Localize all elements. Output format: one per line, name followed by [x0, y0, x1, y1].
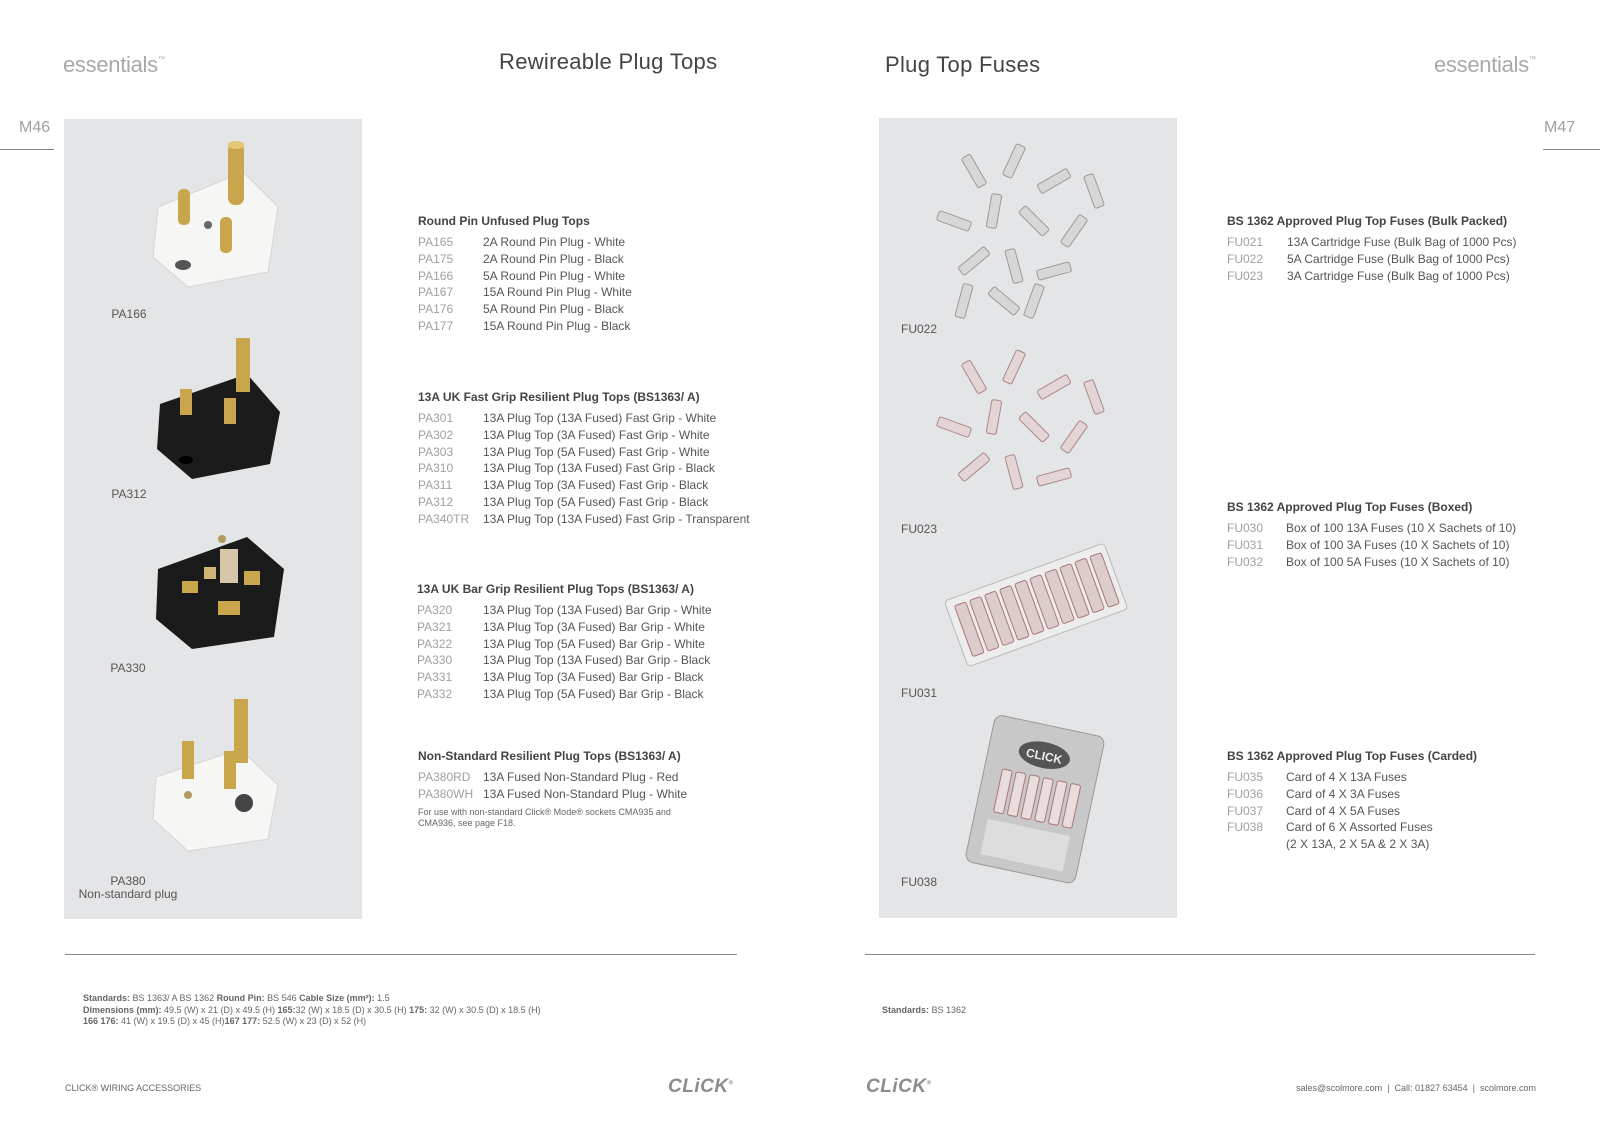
- std-value: 32 (W) x 30.5 (D) x 18.5 (H): [427, 1004, 541, 1015]
- product-row: [1227, 251, 1516, 268]
- section-title: 13A UK Bar Grip Resilient Plug Tops (BS1363/ A): [417, 582, 694, 596]
- std-label: 165:: [277, 1004, 296, 1015]
- product-row: [418, 444, 750, 461]
- product-row: [418, 318, 632, 335]
- std-value: 32 (W) x 18.5 (D) x 30.5 (H): [295, 1004, 410, 1015]
- product-code: PA301: [418, 411, 454, 425]
- product-code: FU021: [1227, 235, 1264, 249]
- product-code: FU022: [1227, 251, 1264, 266]
- footer-left: CLICK® WIRING ACCESSORIES: [65, 1083, 202, 1093]
- black-plug-image: [152, 334, 287, 484]
- product-row: [417, 652, 712, 669]
- product-row: [1227, 769, 1433, 786]
- std-label: 166 176:: [83, 1016, 119, 1026]
- product-description: 13A Plug Top (5A Fused) Bar Grip - White: [483, 636, 705, 651]
- note-line-1: For use with non-standard Click® Mode® sockets CMA935 and: [418, 807, 671, 817]
- product-row: [418, 769, 687, 786]
- page-number-rule-right: [1543, 149, 1600, 150]
- product-code: PA380RD: [418, 770, 471, 784]
- section-title: BS 1362 Approved Plug Top Fuses (Bulk Packed): [1227, 214, 1508, 228]
- product-description: 5A Round Pin Plug - White: [483, 268, 626, 283]
- std-label: Cable Size (mm²):: [299, 993, 375, 1003]
- product-description: 13A Fused Non-Standard Plug - Red: [483, 770, 679, 784]
- product-list: [418, 769, 687, 803]
- product-code: PA321: [417, 619, 453, 634]
- product-code: [1227, 836, 1286, 853]
- page-title-right: Plug Top Fuses: [885, 52, 1041, 77]
- product-description: 13A Plug Top (13A Fused) Bar Grip - White: [483, 603, 712, 617]
- product-row: [418, 786, 687, 803]
- std-value: BS 1362: [929, 1005, 967, 1015]
- product-list: [418, 234, 632, 335]
- product-row: [418, 301, 632, 318]
- bulk-fuses-3a-image: [929, 340, 1129, 520]
- standards-right: [882, 1005, 966, 1017]
- product-code: PA176: [418, 302, 454, 317]
- caption-pa380: PA380: [110, 874, 146, 888]
- product-row: [1227, 554, 1516, 571]
- footer-website[interactable]: scolmore.com: [1479, 1083, 1536, 1093]
- footer-right: [1296, 1083, 1536, 1093]
- caption-non-standard: Non-standard plug: [78, 887, 178, 901]
- product-description: 13A Plug Top (13A Fused) Fast Grip - White: [483, 411, 717, 425]
- product-description: 13A Cartridge Fuse (Bulk Bag of 1000 Pcs): [1287, 235, 1517, 249]
- brand-tm: ™: [157, 56, 165, 63]
- brand-logo-right: [1434, 52, 1536, 78]
- product-description: Card of 4 X 13A Fuses: [1286, 770, 1407, 784]
- std-label: 167 177:: [224, 1016, 261, 1026]
- brand-text: essentials: [63, 52, 158, 77]
- product-description: 15A Round Pin Plug - White: [483, 285, 632, 300]
- std-value: BS 546: [264, 993, 300, 1003]
- std-value: 52.5 (W) x 23 (D) x 52 (H): [260, 1016, 367, 1026]
- product-description: Box of 100 13A Fuses (10 X Sachets of 10): [1286, 521, 1517, 535]
- product-description: Box of 100 5A Fuses (10 X Sachets of 10): [1286, 554, 1510, 569]
- product-list: [417, 602, 712, 703]
- product-code: FU038: [1227, 820, 1264, 835]
- product-code: PA166: [418, 268, 454, 283]
- std-value: 41 (W) x 19.5 (D) x 45 (H): [118, 1016, 225, 1026]
- section-title: BS 1362 Approved Plug Top Fuses (Carded): [1227, 749, 1478, 763]
- product-description: 13A Plug Top (3A Fused) Bar Grip - Black: [483, 670, 704, 685]
- product-code: PA322: [417, 636, 453, 651]
- product-row: [1227, 786, 1433, 803]
- caption-fu022: FU022: [901, 322, 938, 336]
- product-row: [417, 619, 712, 636]
- product-row: [1227, 803, 1433, 820]
- caption-pa166: PA166: [111, 307, 147, 321]
- product-code: PA332: [417, 686, 453, 701]
- round-pin-white-plug-image: [148, 137, 288, 297]
- note-text: [418, 807, 671, 829]
- click-logo-right: [866, 1076, 931, 1098]
- product-code: PA312: [418, 494, 454, 509]
- product-description: 15A Round Pin Plug - Black: [483, 318, 631, 333]
- open-black-plug-image: [152, 509, 287, 659]
- product-code: PA303: [418, 444, 454, 459]
- product-row: [418, 410, 750, 427]
- product-row: [417, 602, 712, 619]
- std-label: Round Pin:: [216, 993, 265, 1003]
- logo-text: CLiCK: [866, 1076, 927, 1097]
- product-row: [1227, 520, 1516, 537]
- product-code: PA177: [418, 318, 454, 333]
- product-description: (2 X 13A, 2 X 5A & 2 X 3A): [1286, 837, 1430, 852]
- product-code: PA302: [418, 427, 454, 442]
- std-label: Standards:: [882, 1005, 930, 1015]
- logo-mark: ®: [926, 1080, 932, 1087]
- product-description: 2A Round Pin Plug - Black: [483, 251, 624, 266]
- footer-email[interactable]: sales@scolmore.com: [1296, 1083, 1383, 1093]
- product-code: PA330: [417, 653, 453, 668]
- product-description: 2A Round Pin Plug - White: [483, 235, 626, 249]
- page-number-left: M46: [19, 119, 51, 136]
- product-description: 13A Plug Top (3A Fused) Fast Grip - White: [483, 427, 710, 442]
- product-description: Card of 4 X 3A Fuses: [1286, 786, 1401, 801]
- divider-right: [865, 954, 1535, 955]
- std-value: 1.5: [374, 993, 390, 1003]
- product-description: 5A Round Pin Plug - Black: [483, 302, 624, 317]
- product-description: 3A Cartridge Fuse (Bulk Bag of 1000 Pcs): [1287, 268, 1510, 283]
- product-row: [418, 477, 750, 494]
- product-photo-panel-right: [879, 118, 1177, 918]
- std-label: Dimensions (mm):: [83, 1004, 162, 1015]
- product-row: [417, 686, 712, 703]
- carded-fuses-image: [959, 714, 1109, 884]
- product-row: [418, 494, 750, 511]
- product-list: [1227, 234, 1516, 284]
- product-row: [417, 669, 712, 686]
- page-number-rule-left: [0, 149, 54, 150]
- product-row: [417, 636, 712, 653]
- product-list: [1227, 520, 1516, 570]
- product-row: [1227, 537, 1516, 554]
- brand-logo-left: [63, 52, 165, 78]
- product-code: FU023: [1227, 268, 1264, 283]
- section-title: Non-Standard Resilient Plug Tops (BS1363/ A): [418, 749, 681, 763]
- product-code: FU032: [1227, 554, 1264, 569]
- caption-fu023: FU023: [901, 522, 938, 536]
- product-description: 13A Plug Top (5A Fused) Bar Grip - Black: [483, 686, 704, 701]
- click-logo-left: [668, 1076, 733, 1098]
- non-standard-white-plug-image: [148, 699, 288, 859]
- bulk-fuses-5a-image: [929, 134, 1129, 334]
- product-row: [418, 511, 750, 528]
- product-code: PA331: [417, 670, 453, 685]
- product-code: PA311: [418, 478, 453, 493]
- product-row: [418, 460, 750, 477]
- brand-tm: ™: [1528, 56, 1536, 63]
- product-description: Box of 100 3A Fuses (10 X Sachets of 10): [1286, 537, 1510, 552]
- section-title: BS 1362 Approved Plug Top Fuses (Boxed): [1227, 500, 1473, 514]
- product-list: [1227, 769, 1433, 853]
- product-description: 13A Plug Top (13A Fused) Fast Grip - Transparent: [483, 511, 750, 526]
- product-code: PA165: [418, 235, 454, 249]
- product-description: 13A Plug Top (13A Fused) Bar Grip - Black: [483, 653, 711, 668]
- divider-left: [65, 954, 737, 955]
- product-description: 13A Plug Top (3A Fused) Fast Grip - Black: [483, 478, 709, 493]
- product-row: [1227, 836, 1433, 853]
- product-row: [418, 251, 632, 268]
- product-description: 13A Fused Non-Standard Plug - White: [483, 786, 688, 801]
- std-label: 175:: [409, 1004, 428, 1015]
- std-label: Standards:: [83, 993, 131, 1003]
- product-row: [418, 268, 632, 285]
- product-description: Card of 4 X 5A Fuses: [1286, 803, 1401, 818]
- product-description: 13A Plug Top (13A Fused) Fast Grip - Black: [483, 461, 715, 476]
- footer-phone: Call: 01827 63454: [1394, 1083, 1468, 1093]
- std-value: BS 1363/ A BS 1362: [130, 993, 217, 1003]
- logo-text: CLiCK: [668, 1076, 729, 1097]
- std-value: 49.5 (W) x 21 (D) x 49.5 (H): [161, 1004, 278, 1015]
- product-description: 13A Plug Top (3A Fused) Bar Grip - White: [483, 619, 705, 634]
- footer-separator: |: [1472, 1083, 1475, 1093]
- product-photo-panel-left: [64, 119, 362, 919]
- product-row: [418, 284, 632, 301]
- product-description: Card of 6 X Assorted Fuses: [1286, 820, 1433, 835]
- product-row: [1227, 234, 1516, 251]
- product-code: FU031: [1227, 537, 1264, 552]
- product-code: PA380WH: [418, 786, 474, 801]
- product-code: FU037: [1227, 803, 1264, 818]
- product-description: 13A Plug Top (5A Fused) Fast Grip - White: [483, 444, 710, 459]
- product-description: 5A Cartridge Fuse (Bulk Bag of 1000 Pcs): [1287, 251, 1510, 266]
- caption-fu031: FU031: [901, 686, 938, 700]
- product-row: [418, 427, 750, 444]
- logo-mark: ®: [728, 1080, 734, 1087]
- fuse-card-logo-text: CLICK: [1024, 745, 1064, 767]
- product-code: FU030: [1227, 521, 1264, 535]
- footer-separator: |: [1387, 1083, 1390, 1093]
- note-line-2: CMA936, see page F18.: [418, 818, 516, 828]
- product-row: [418, 234, 632, 251]
- product-code: PA175: [418, 251, 454, 266]
- product-row: [1227, 819, 1433, 836]
- product-description: 13A Plug Top (5A Fused) Fast Grip - Black: [483, 494, 709, 509]
- product-code: FU036: [1227, 786, 1264, 801]
- page-title-left: Rewireable Plug Tops: [499, 49, 718, 74]
- product-row: [1227, 268, 1516, 285]
- caption-pa330: PA330: [110, 661, 146, 675]
- section-title: Round Pin Unfused Plug Tops: [418, 214, 590, 228]
- brand-text: essentials: [1434, 52, 1529, 77]
- standards-left: [83, 993, 541, 1028]
- product-code: FU035: [1227, 770, 1264, 784]
- product-code: PA310: [418, 461, 454, 476]
- product-code: PA320: [417, 603, 453, 617]
- page-number-right: M47: [1544, 119, 1576, 136]
- product-list: [418, 410, 750, 528]
- product-code: PA167: [418, 285, 454, 300]
- section-title: 13A UK Fast Grip Resilient Plug Tops (BS1363/ A): [418, 390, 700, 404]
- fuse-sachet-image: [941, 530, 1131, 680]
- product-code: PA340TR: [418, 511, 470, 526]
- caption-pa312: PA312: [111, 487, 147, 501]
- caption-fu038: FU038: [901, 875, 938, 889]
